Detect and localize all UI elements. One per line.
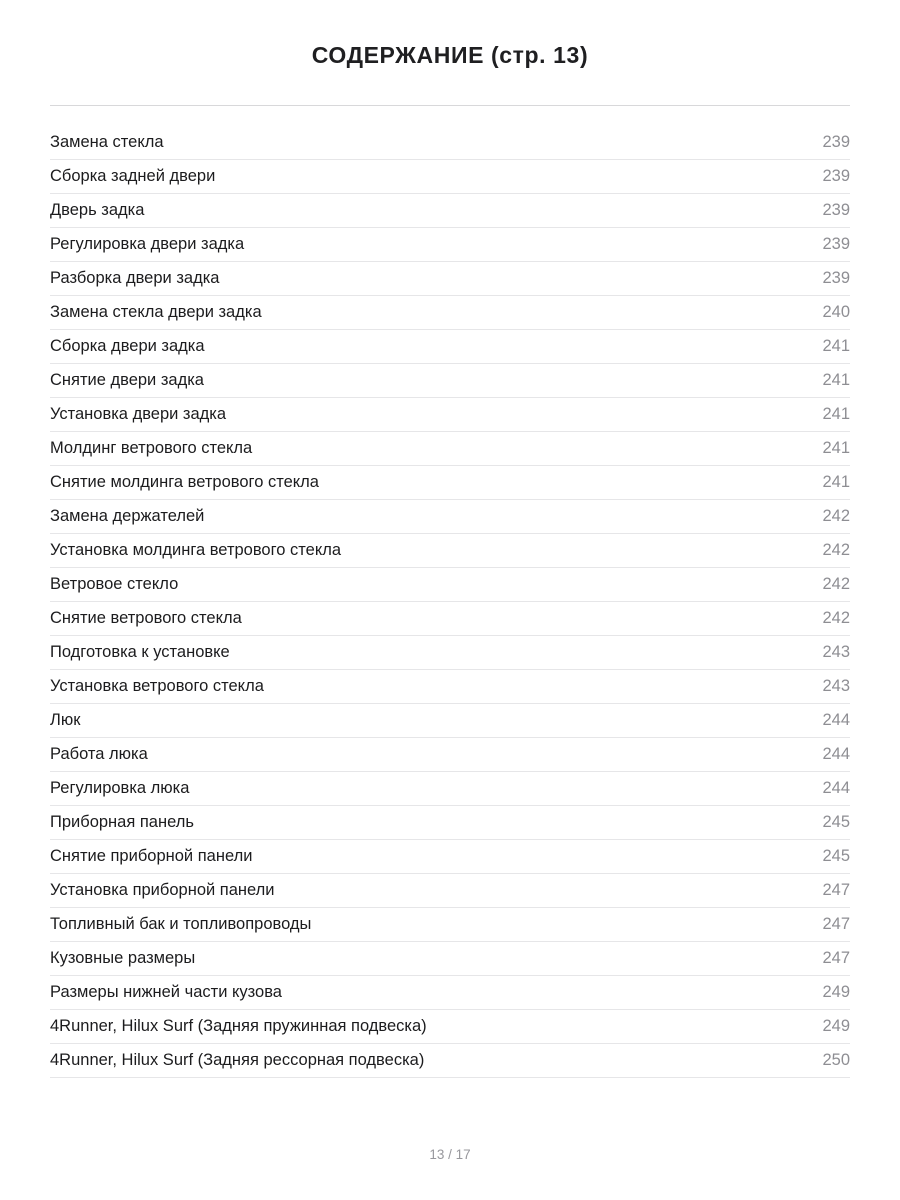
toc-entry-label: Работа люка (50, 745, 148, 763)
toc-entry-label: Снятие двери задка (50, 371, 204, 389)
toc-entry-page: 240 (822, 303, 850, 321)
toc-entry-page: 241 (822, 337, 850, 355)
toc-entry[interactable] (50, 500, 850, 534)
toc-entry[interactable] (50, 534, 850, 568)
toc-entry-label: Замена стекла (50, 133, 164, 151)
toc-entry-label: Ветровое стекло (50, 575, 179, 593)
toc-entry[interactable] (50, 262, 850, 296)
toc-entry-page: 247 (822, 949, 850, 967)
toc-entry-label: Установка двери задка (50, 405, 227, 423)
toc-entry-label: Подготовка к установке (50, 643, 230, 661)
toc-entry-page: 244 (822, 779, 850, 797)
toc-entry-page: 239 (822, 269, 850, 287)
toc-entry-label: Кузовные размеры (50, 949, 196, 967)
toc-entry-label: Замена стекла двери задка (50, 303, 262, 321)
toc-entry-label: Топливный бак и топливопроводы (50, 915, 312, 933)
toc-entry[interactable] (50, 908, 850, 942)
toc-entry-page: 241 (822, 405, 850, 423)
toc-entry[interactable] (50, 840, 850, 874)
toc-entry[interactable] (50, 160, 850, 194)
toc-entry-page: 239 (822, 133, 850, 151)
toc-entry-page: 249 (822, 1017, 850, 1035)
toc-entry-page: 239 (822, 167, 850, 185)
toc-entry[interactable] (50, 296, 850, 330)
toc-entry[interactable] (50, 330, 850, 364)
page-title: СОДЕРЖАНИЕ (стр. 13) (311, 42, 589, 68)
toc-entry-page: 242 (822, 609, 850, 627)
toc-entry-label: Приборная панель (50, 813, 194, 831)
toc-list (50, 126, 850, 1078)
toc-entry-page: 241 (822, 371, 850, 389)
toc-entry-label: Дверь задка (50, 201, 145, 219)
toc-entry-page: 250 (822, 1051, 850, 1069)
toc-entry-label: Люк (50, 711, 81, 729)
toc-entry[interactable] (50, 1010, 850, 1044)
toc-entry-label: Установка приборной панели (50, 881, 275, 899)
toc-entry[interactable] (50, 704, 850, 738)
toc-entry-label: Снятие приборной панели (50, 847, 253, 865)
toc-entry[interactable] (50, 738, 850, 772)
toc-entry-label: Снятие молдинга ветрового стекла (50, 473, 319, 491)
toc-entry[interactable] (50, 466, 850, 500)
toc-entry[interactable] (50, 874, 850, 908)
toc-entry-label: Молдинг ветрового стекла (50, 439, 253, 457)
toc-entry-label: Сборка двери задка (50, 337, 205, 355)
toc-entry-label: Установка ветрового стекла (50, 677, 264, 695)
toc-entry-page: 243 (822, 643, 850, 661)
toc-entry-page: 249 (822, 983, 850, 1001)
toc-entry[interactable] (50, 194, 850, 228)
toc-entry[interactable] (50, 1044, 850, 1078)
toc-entry-page: 242 (822, 541, 850, 559)
toc-entry-page: 241 (822, 439, 850, 457)
toc-entry-label: Регулировка люка (50, 779, 190, 797)
toc-entry[interactable] (50, 126, 850, 160)
toc-entry-page: 243 (822, 677, 850, 695)
toc-entry[interactable] (50, 942, 850, 976)
toc-entry-page: 244 (822, 711, 850, 729)
toc-entry[interactable] (50, 806, 850, 840)
toc-entry-label: Сборка задней двери (50, 167, 216, 185)
toc-entry[interactable] (50, 398, 850, 432)
toc-entry-page: 245 (822, 847, 850, 865)
toc-entry-page: 247 (822, 915, 850, 933)
toc-entry-page: 247 (822, 881, 850, 899)
page-indicator: 13 / 17 (429, 1147, 471, 1162)
toc-entry[interactable] (50, 636, 850, 670)
toc-entry-page: 241 (822, 473, 850, 491)
toc-entry-label: Регулировка двери задка (50, 235, 245, 253)
toc-entry-label: 4Runner, Hilux Surf (Задняя пружинная подвеска) (50, 1017, 427, 1035)
toc-entry[interactable] (50, 432, 850, 466)
toc-entry-label: Замена держателей (50, 507, 205, 525)
toc-entry-page: 245 (822, 813, 850, 831)
title-divider (50, 105, 850, 106)
toc-entry[interactable] (50, 602, 850, 636)
toc-entry[interactable] (50, 364, 850, 398)
toc-entry-page: 242 (822, 507, 850, 525)
toc-entry-page: 244 (822, 745, 850, 763)
toc-entry[interactable] (50, 670, 850, 704)
toc-entry-label: Установка молдинга ветрового стекла (50, 541, 342, 559)
toc-entry-label: Разборка двери задка (50, 269, 220, 287)
toc-entry[interactable] (50, 228, 850, 262)
toc-entry[interactable] (50, 772, 850, 806)
toc-entry-page: 239 (822, 201, 850, 219)
toc-entry[interactable] (50, 568, 850, 602)
toc-entry-label: Размеры нижней части кузова (50, 983, 282, 1001)
toc-entry-label: 4Runner, Hilux Surf (Задняя рессорная подвеска) (50, 1051, 425, 1069)
toc-entry-label: Снятие ветрового стекла (50, 609, 242, 627)
toc-entry-page: 242 (822, 575, 850, 593)
toc-entry-page: 239 (822, 235, 850, 253)
toc-entry[interactable] (50, 976, 850, 1010)
